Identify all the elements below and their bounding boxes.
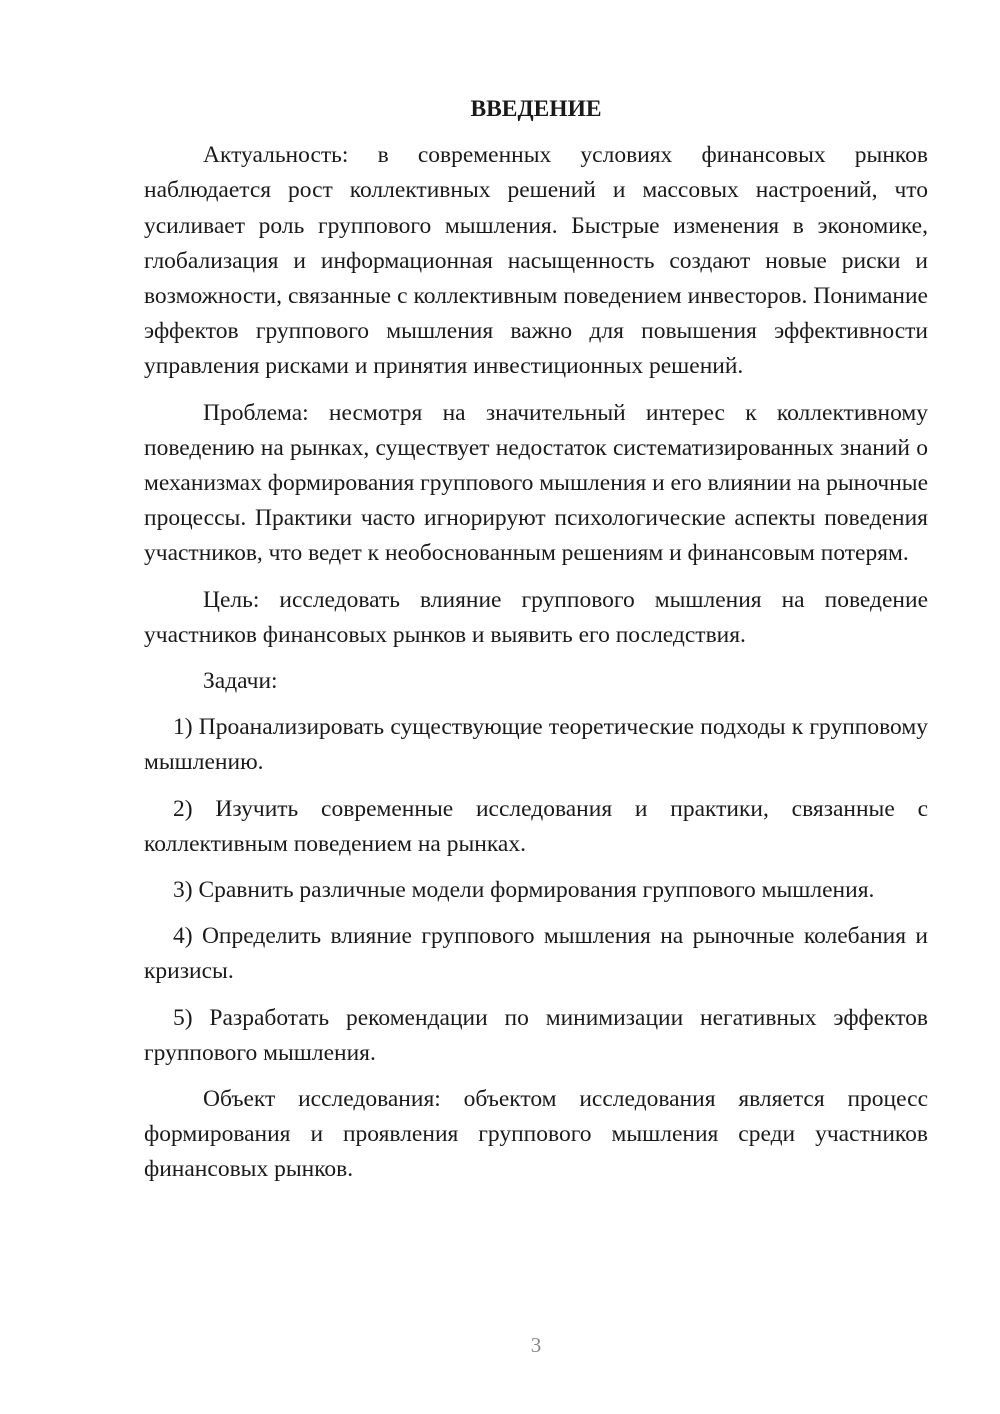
paragraph-object: Объект исследования: объектом исследования является процесс формирования и проявления группового мышления среди участников финансовых рынков. [144, 1086, 928, 1183]
task-item-2: 2) Изучить современные исследования и практики, связанные с коллективным поведением на рынках. [144, 795, 928, 857]
tasks-label: Задачи: [203, 668, 278, 695]
paragraph-goal: Цель: исследовать влияние группового мышления на поведение участников финансовых рынков и выявить его последствия. [144, 586, 928, 648]
task-item-5: 5) Разработать рекомендации по минимизации негативных эффектов группового мышления. [144, 1004, 928, 1066]
task-item-3: 3) Сравнить различные модели формирования группового мышления. [173, 877, 875, 904]
document-page [144, 92, 928, 1199]
task-item-4: 4) Определить влияние группового мышления на рыночные колебания и кризисы. [144, 923, 928, 985]
section-heading: ВВЕДЕНИЕ [470, 96, 602, 122]
paragraph-relevance: Актуальность: в современных условиях финансовых рынков наблюдается рост коллективных решений и массовых настроений, что усиливает роль группового мышления. Быстрые изменения в экономике, глобализация и информационная насыщенность создают новые риски и возможности, связанные с коллективным поведением инвесторов. Понимание эффектов группового мышления важно для повышения эффективности управления рисками и принятия инвестиционных решений. [144, 142, 928, 380]
paragraph-problem: Проблема: несмотря на значительный интерес к коллективному поведению на рынках, существует недостаток систематизированных знаний о механизмах формирования группового мышления и его влиянии на рыночные процессы. Практики часто игнорируют психологические аспекты поведения участников, что ведет к необоснованным решениям и финансовым потерям. [144, 399, 928, 567]
task-item-1: 1) Проанализировать существующие теоретические подходы к групповому мышлению. [144, 714, 928, 776]
page-number: 3 [530, 1333, 542, 1357]
